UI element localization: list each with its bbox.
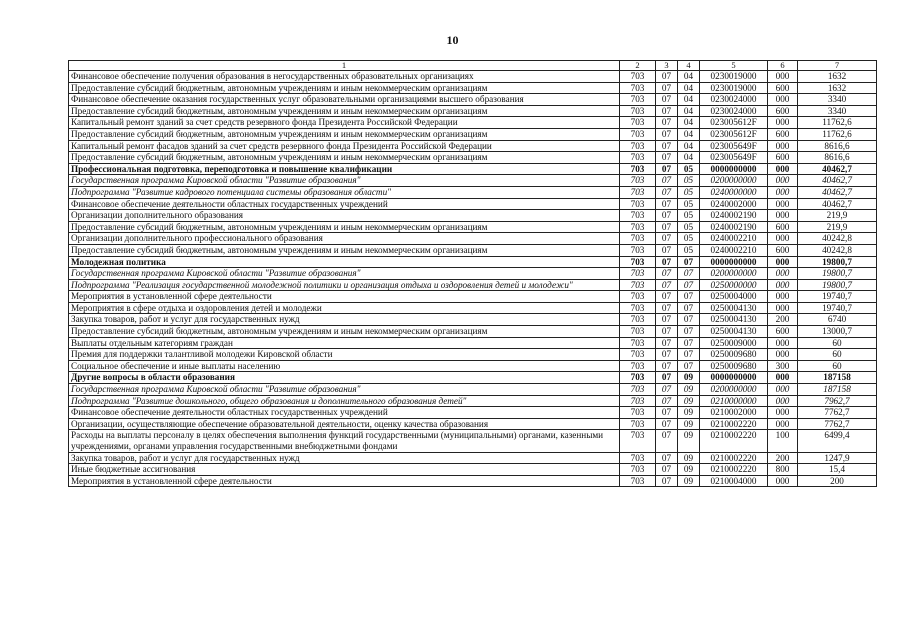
section-code-cell: 07 [656,128,678,140]
target-article-cell: 023005649F [700,152,768,164]
table-row [69,418,877,430]
amount-cell: 19740,7 [798,302,877,314]
table-row [69,360,877,372]
row-name-cell: Предоставление субсидий бюджетным, автономным учреждениям и иным некоммерческим организациям [69,82,620,94]
row-name-cell: Премия для поддержки талантливой молодежи Кировской области [69,349,620,361]
table-row [69,94,877,106]
table-row [69,152,877,164]
target-article-cell: 0000000000 [700,372,768,384]
expense-type-cell: 800 [768,464,798,476]
section-code-cell: 07 [656,291,678,303]
ministry-code-cell: 703 [620,186,656,198]
ministry-code-cell: 703 [620,475,656,487]
table-row [69,210,877,222]
expense-type-cell: 000 [768,94,798,106]
target-article-cell: 0250009000 [700,337,768,349]
target-article-cell: 0240002190 [700,210,768,222]
amount-cell: 187158 [798,372,877,384]
expense-type-cell: 000 [768,268,798,280]
amount-cell: 40462,7 [798,198,877,210]
amount-cell: 60 [798,360,877,372]
table-row [69,244,877,256]
subsection-code-cell: 07 [678,291,700,303]
expense-type-cell: 200 [768,314,798,326]
subsection-code-cell: 09 [678,475,700,487]
row-name-cell: Предоставление субсидий бюджетным, автономным учреждениям и иным некоммерческим организациям [69,105,620,117]
row-name-cell: Капитальный ремонт фасадов зданий за счет средств резервного фонда Президента Российской Федерации [69,140,620,152]
expense-type-cell: 000 [768,384,798,396]
expense-type-cell: 600 [768,105,798,117]
table-row [69,163,877,175]
row-name-cell: Подпрограмма "Развитие кадрового потенциала системы образования области" [69,186,620,198]
row-name-cell: Организации дополнительного образования [69,210,620,222]
expense-type-cell: 000 [768,349,798,361]
expense-type-cell: 000 [768,233,798,245]
subsection-code-cell: 05 [678,221,700,233]
table-row [69,268,877,280]
target-article-cell: 0210004000 [700,475,768,487]
subsection-code-cell: 09 [678,464,700,476]
amount-cell: 1632 [798,82,877,94]
target-article-cell: 0240002210 [700,233,768,245]
ministry-code-cell: 703 [620,360,656,372]
ministry-code-cell: 703 [620,163,656,175]
target-article-cell: 0200000000 [700,175,768,187]
row-name-cell: Организации, осуществляющие обеспечение образовательной деятельности, оценку качества образования [69,418,620,430]
amount-cell: 60 [798,337,877,349]
subsection-code-cell: 04 [678,105,700,117]
table-row [69,71,877,83]
table-row [69,186,877,198]
target-article-cell: 0200000000 [700,384,768,396]
ministry-code-cell: 703 [620,372,656,384]
section-code-cell: 07 [656,384,678,396]
subsection-code-cell: 07 [678,337,700,349]
ministry-code-cell: 703 [620,349,656,361]
table-row [69,314,877,326]
header-cell: 3 [656,61,678,71]
expense-type-cell: 600 [768,326,798,338]
section-code-cell: 07 [656,82,678,94]
subsection-code-cell: 07 [678,302,700,314]
subsection-code-cell: 07 [678,349,700,361]
section-code-cell: 07 [656,94,678,106]
ministry-code-cell: 703 [620,268,656,280]
amount-cell: 60 [798,349,877,361]
ministry-code-cell: 703 [620,326,656,338]
subsection-code-cell: 09 [678,395,700,407]
expense-type-cell: 600 [768,82,798,94]
amount-cell: 8616,6 [798,140,877,152]
amount-cell: 6499,4 [798,430,877,452]
table-row [69,256,877,268]
expense-type-cell: 000 [768,256,798,268]
ministry-code-cell: 703 [620,464,656,476]
amount-cell: 40462,7 [798,186,877,198]
row-name-cell: Государственная программа Кировской области "Развитие образования" [69,268,620,280]
ministry-code-cell: 703 [620,82,656,94]
target-article-cell: 0250004000 [700,291,768,303]
target-article-cell: 0230019000 [700,71,768,83]
expense-type-cell: 600 [768,244,798,256]
ministry-code-cell: 703 [620,233,656,245]
table-row [69,384,877,396]
row-name-cell: Предоставление субсидий бюджетным, автономным учреждениям и иным некоммерческим организациям [69,244,620,256]
header-cell: 1 [69,61,620,71]
section-code-cell: 07 [656,175,678,187]
table-row [69,140,877,152]
header-cell: 7 [798,61,877,71]
expense-type-cell: 100 [768,430,798,452]
section-code-cell: 07 [656,210,678,222]
page-number: 10 [446,33,459,47]
amount-cell: 3340 [798,105,877,117]
subsection-code-cell: 07 [678,256,700,268]
table-row [69,302,877,314]
amount-cell: 15,4 [798,464,877,476]
expense-type-cell: 000 [768,163,798,175]
section-code-cell: 07 [656,326,678,338]
ministry-code-cell: 703 [620,128,656,140]
target-article-cell: 0210002220 [700,418,768,430]
row-name-cell: Закупка товаров, работ и услуг для государственных нужд [69,452,620,464]
target-article-cell: 0230024000 [700,105,768,117]
subsection-code-cell: 05 [678,210,700,222]
table-row [69,326,877,338]
table-row [69,475,877,487]
target-article-cell: 023005649F [700,140,768,152]
table-row [69,82,877,94]
target-article-cell: 0240002190 [700,221,768,233]
target-article-cell: 0210002000 [700,407,768,419]
ministry-code-cell: 703 [620,244,656,256]
amount-cell: 40242,8 [798,233,877,245]
header-cell: 6 [768,61,798,71]
amount-cell: 40462,7 [798,163,877,175]
amount-cell: 19800,7 [798,268,877,280]
section-code-cell: 07 [656,140,678,152]
section-code-cell: 07 [656,314,678,326]
ministry-code-cell: 703 [620,94,656,106]
row-name-cell: Подпрограмма "Реализация государственной молодежной политики и организация отдыха и оздоровления детей и молодежи" [69,279,620,291]
row-name-cell: Государственная программа Кировской области "Развитие образования" [69,175,620,187]
row-name-cell: Организации дополнительного профессионального образования [69,233,620,245]
section-code-cell: 07 [656,279,678,291]
ministry-code-cell: 703 [620,302,656,314]
section-code-cell: 07 [656,360,678,372]
subsection-code-cell: 07 [678,279,700,291]
target-article-cell: 0240002000 [700,198,768,210]
table-row [69,105,877,117]
section-code-cell: 07 [656,186,678,198]
section-code-cell: 07 [656,268,678,280]
table-row [69,279,877,291]
section-code-cell: 07 [656,337,678,349]
row-name-cell: Предоставление субсидий бюджетным, автономным учреждениям и иным некоммерческим организациям [69,221,620,233]
subsection-code-cell: 09 [678,452,700,464]
table-row [69,372,877,384]
table-row [69,464,877,476]
subsection-code-cell: 05 [678,198,700,210]
expense-type-cell: 000 [768,175,798,187]
subsection-code-cell: 09 [678,407,700,419]
amount-cell: 6740 [798,314,877,326]
target-article-cell: 0250009680 [700,349,768,361]
ministry-code-cell: 703 [620,71,656,83]
target-article-cell: 0250000000 [700,279,768,291]
expense-type-cell: 000 [768,372,798,384]
ministry-code-cell: 703 [620,395,656,407]
subsection-code-cell: 04 [678,152,700,164]
ministry-code-cell: 703 [620,175,656,187]
target-article-cell: 0210002220 [700,430,768,452]
ministry-code-cell: 703 [620,256,656,268]
target-article-cell: 0210000000 [700,395,768,407]
table-row [69,128,877,140]
expense-type-cell: 000 [768,71,798,83]
target-article-cell: 0250004130 [700,326,768,338]
table-row [69,117,877,129]
ministry-code-cell: 703 [620,105,656,117]
subsection-code-cell: 05 [678,244,700,256]
subsection-code-cell: 04 [678,94,700,106]
table-row [69,349,877,361]
ministry-code-cell: 703 [620,430,656,452]
section-code-cell: 07 [656,163,678,175]
subsection-code-cell: 04 [678,128,700,140]
section-code-cell: 07 [656,464,678,476]
section-code-cell: 07 [656,256,678,268]
expense-type-cell: 000 [768,395,798,407]
target-article-cell: 0250004130 [700,314,768,326]
table-row [69,430,877,452]
amount-cell: 19800,7 [798,256,877,268]
target-article-cell: 0230019000 [700,82,768,94]
subsection-code-cell: 04 [678,82,700,94]
section-code-cell: 07 [656,407,678,419]
target-article-cell: 023005612F [700,117,768,129]
expense-type-cell: 000 [768,337,798,349]
ministry-code-cell: 703 [620,384,656,396]
table-row [69,291,877,303]
row-name-cell: Мероприятия в сфере отдыха и оздоровления детей и молодежи [69,302,620,314]
expense-type-cell: 300 [768,360,798,372]
section-code-cell: 07 [656,452,678,464]
target-article-cell: 0200000000 [700,268,768,280]
section-code-cell: 07 [656,349,678,361]
row-name-cell: Предоставление субсидий бюджетным, автономным учреждениям и иным некоммерческим организациям [69,326,620,338]
table-row [69,233,877,245]
expense-type-cell: 000 [768,198,798,210]
ministry-code-cell: 703 [620,407,656,419]
target-article-cell: 0240000000 [700,186,768,198]
section-code-cell: 07 [656,221,678,233]
target-article-cell: 023005612F [700,128,768,140]
subsection-code-cell: 07 [678,326,700,338]
amount-cell: 19800,7 [798,279,877,291]
section-code-cell: 07 [656,71,678,83]
row-name-cell: Расходы на выплаты персоналу в целях обеспечения выполнения функций государственными (муниципальными) органами, казенными учреждениями, органами управления государственными внебюджетными фондами [69,430,620,452]
section-code-cell: 07 [656,233,678,245]
header-cell: 5 [700,61,768,71]
table-row [69,175,877,187]
row-name-cell: Другие вопросы в области образования [69,372,620,384]
section-code-cell: 07 [656,244,678,256]
ministry-code-cell: 703 [620,140,656,152]
subsection-code-cell: 09 [678,418,700,430]
ministry-code-cell: 703 [620,152,656,164]
target-article-cell: 0000000000 [700,256,768,268]
expense-type-cell: 600 [768,128,798,140]
amount-cell: 7762,7 [798,418,877,430]
ministry-code-cell: 703 [620,314,656,326]
subsection-code-cell: 09 [678,384,700,396]
amount-cell: 219,9 [798,221,877,233]
expense-type-cell: 000 [768,407,798,419]
target-article-cell: 0230024000 [700,94,768,106]
row-name-cell: Финансовое обеспечение деятельности областных государственных учреждений [69,198,620,210]
subsection-code-cell: 04 [678,140,700,152]
row-name-cell: Закупка товаров, работ и услуг для государственных нужд [69,314,620,326]
row-name-cell: Предоставление субсидий бюджетным, автономным учреждениям и иным некоммерческим организациям [69,128,620,140]
budget-table [68,60,877,487]
section-code-cell: 07 [656,105,678,117]
expense-type-cell: 000 [768,186,798,198]
row-name-cell: Иные бюджетные ассигнования [69,464,620,476]
amount-cell: 200 [798,475,877,487]
section-code-cell: 07 [656,418,678,430]
row-name-cell: Государственная программа Кировской области "Развитие образования" [69,384,620,396]
amount-cell: 1247,9 [798,452,877,464]
expense-type-cell: 000 [768,210,798,222]
header-cell: 2 [620,61,656,71]
row-name-cell: Финансовое обеспечение оказания государственных услуг образовательными организациями высшего образования [69,94,620,106]
table-row [69,407,877,419]
table-header-row [69,61,877,71]
ministry-code-cell: 703 [620,198,656,210]
subsection-code-cell: 04 [678,71,700,83]
row-name-cell: Социальное обеспечение и иные выплаты населению [69,360,620,372]
section-code-cell: 07 [656,152,678,164]
expense-type-cell: 000 [768,302,798,314]
expense-type-cell: 000 [768,279,798,291]
amount-cell: 19740,7 [798,291,877,303]
expense-type-cell: 600 [768,221,798,233]
row-name-cell: Финансовое обеспечение получения образования в негосударственных образовательных организациях [69,71,620,83]
ministry-code-cell: 703 [620,291,656,303]
table-row [69,337,877,349]
expense-type-cell: 000 [768,291,798,303]
target-article-cell: 0240002210 [700,244,768,256]
section-code-cell: 07 [656,302,678,314]
amount-cell: 187158 [798,384,877,396]
amount-cell: 7962,7 [798,395,877,407]
subsection-code-cell: 05 [678,163,700,175]
target-article-cell: 0000000000 [700,163,768,175]
target-article-cell: 0250004130 [700,302,768,314]
amount-cell: 11762,6 [798,128,877,140]
subsection-code-cell: 07 [678,314,700,326]
subsection-code-cell: 09 [678,372,700,384]
section-code-cell: 07 [656,372,678,384]
subsection-code-cell: 05 [678,233,700,245]
section-code-cell: 07 [656,198,678,210]
target-article-cell: 0210002220 [700,464,768,476]
subsection-code-cell: 04 [678,117,700,129]
ministry-code-cell: 703 [620,117,656,129]
amount-cell: 1632 [798,71,877,83]
expense-type-cell: 000 [768,117,798,129]
table-row [69,198,877,210]
expense-type-cell: 000 [768,475,798,487]
row-name-cell: Профессиональная подготовка, переподготовка и повышение квалификации [69,163,620,175]
row-name-cell: Предоставление субсидий бюджетным, автономным учреждениям и иным некоммерческим организациям [69,152,620,164]
target-article-cell: 0210002220 [700,452,768,464]
amount-cell: 40242,8 [798,244,877,256]
table-row [69,395,877,407]
amount-cell: 219,9 [798,210,877,222]
amount-cell: 13000,7 [798,326,877,338]
expense-type-cell: 200 [768,452,798,464]
amount-cell: 11762,6 [798,117,877,129]
subsection-code-cell: 05 [678,175,700,187]
ministry-code-cell: 703 [620,337,656,349]
amount-cell: 7762,7 [798,407,877,419]
subsection-code-cell: 07 [678,360,700,372]
ministry-code-cell: 703 [620,279,656,291]
expense-type-cell: 000 [768,418,798,430]
subsection-code-cell: 07 [678,268,700,280]
ministry-code-cell: 703 [620,418,656,430]
row-name-cell: Подпрограмма "Развитие дошкольного, общего образования и дополнительного образования детей" [69,395,620,407]
row-name-cell: Финансовое обеспечение деятельности областных государственных учреждений [69,407,620,419]
row-name-cell: Капитальный ремонт зданий за счет средств резервного фонда Президента Российской Федерации [69,117,620,129]
subsection-code-cell: 09 [678,430,700,452]
row-name-cell: Молодежная политика [69,256,620,268]
amount-cell: 8616,6 [798,152,877,164]
subsection-code-cell: 05 [678,186,700,198]
row-name-cell: Мероприятия в установленной сфере деятельности [69,475,620,487]
amount-cell: 3340 [798,94,877,106]
row-name-cell: Мероприятия в установленной сфере деятельности [69,291,620,303]
section-code-cell: 07 [656,117,678,129]
table-row [69,221,877,233]
target-article-cell: 0250009680 [700,360,768,372]
section-code-cell: 07 [656,395,678,407]
expense-type-cell: 600 [768,152,798,164]
row-name-cell: Выплаты отдельным категориям граждан [69,337,620,349]
ministry-code-cell: 703 [620,452,656,464]
section-code-cell: 07 [656,475,678,487]
ministry-code-cell: 703 [620,221,656,233]
amount-cell: 40462,7 [798,175,877,187]
section-code-cell: 07 [656,430,678,452]
ministry-code-cell: 703 [620,210,656,222]
expense-type-cell: 000 [768,140,798,152]
table-row [69,452,877,464]
header-cell: 4 [678,61,700,71]
